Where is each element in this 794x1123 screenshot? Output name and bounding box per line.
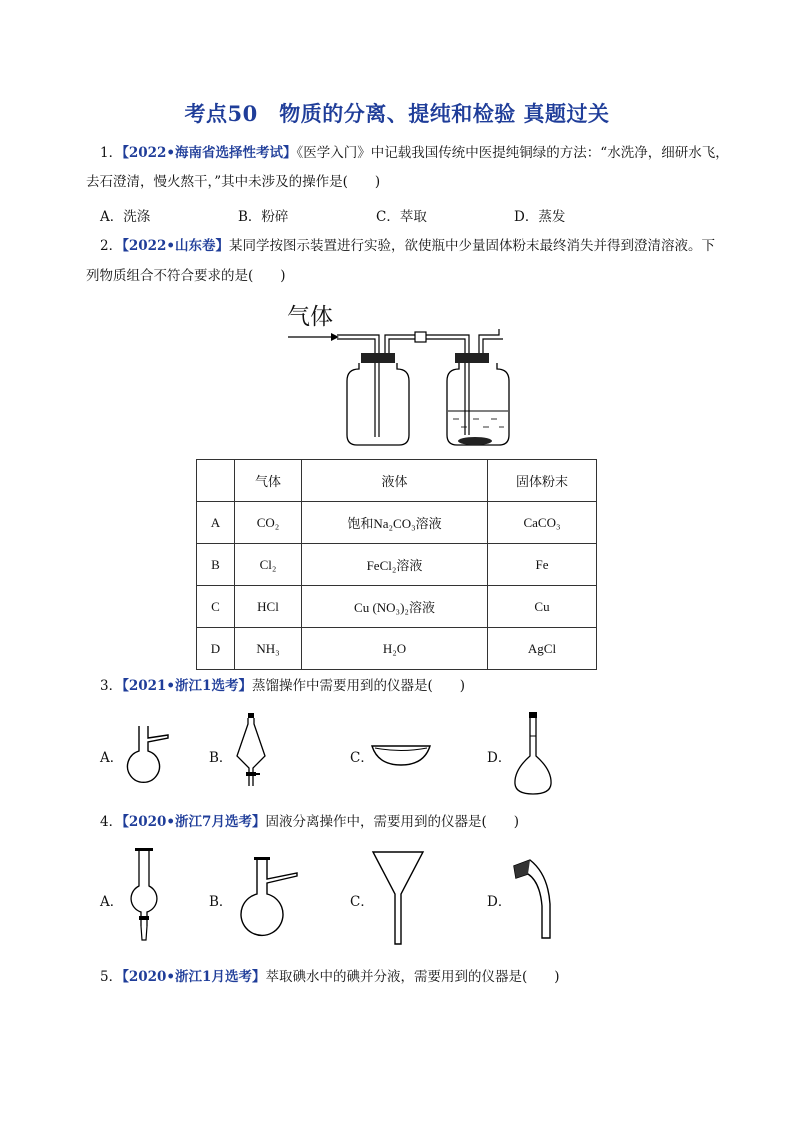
question-1-options (100, 205, 652, 225)
q3-label-a: A． (100, 750, 124, 766)
question-1-source: 【2022•海南省选择性考试】 (122, 145, 297, 161)
table-header-cell: 液体 (302, 460, 488, 502)
gas-label: 气体 (287, 304, 333, 330)
evaporating-dish-icon (370, 742, 432, 768)
q4-label-b: B． (209, 894, 233, 910)
distillation-flask-icon (237, 856, 301, 938)
distillation-flask-icon (122, 722, 172, 786)
question-1-text-2: 去石澄清，慢火熬干，”其中未涉及的操作是( ) (86, 174, 381, 190)
table-row (197, 586, 597, 628)
q4-label-a: A． (100, 894, 124, 910)
question-5-source: 【2020•浙江1月选考】 (122, 969, 266, 985)
q2-data-table (196, 459, 597, 670)
table-cell: Cu (488, 586, 597, 628)
table-cell: C (197, 586, 235, 628)
question-3-text: 蒸馏操作中需要用到的仪器是( ) (251, 678, 465, 694)
table-cell: CO₂ (235, 502, 302, 544)
table-cell: AgCl (488, 628, 597, 670)
bulb-funnel-icon (122, 846, 166, 946)
question-5-line (100, 967, 560, 987)
question-2-line-1 (100, 236, 715, 256)
question-3-line (100, 676, 465, 696)
question-4-text: 固液分离操作中，需要用到的仪器是( ) (265, 814, 519, 830)
table-cell: 饱和Na₂CO₃溶液 (302, 502, 488, 544)
question-2-source: 【2022•山东卷】 (122, 238, 230, 254)
table-cell: NH₃ (235, 628, 302, 670)
question-1-option-a: A．洗涤 (100, 209, 151, 225)
separatory-funnel-icon (233, 712, 269, 794)
question-1-text-1: 《医学入门》中记载我国传统中医提纯铜绿的方法：“水洗净，细研水飞， (296, 145, 729, 161)
question-1-option-b: B．粉碎 (238, 209, 289, 225)
question-1-option-c: C．萃取 (376, 209, 427, 225)
table-header-row (197, 460, 597, 502)
table-cell: B (197, 544, 235, 586)
q4-label-d: D． (487, 894, 512, 910)
table-header-cell (197, 460, 235, 502)
question-5-number: 5． (100, 969, 123, 985)
question-2-number: 2． (100, 238, 123, 254)
table-cell: HCl (235, 586, 302, 628)
table-row (197, 628, 597, 670)
table-cell: Cl₂ (235, 544, 302, 586)
table-cell: Cu (NO₃)₂溶液 (302, 586, 488, 628)
question-4-line (100, 812, 519, 832)
table-header-cell: 气体 (235, 460, 302, 502)
question-5-text: 萃取碘水中的碘并分液，需要用到的仪器是( ) (265, 969, 560, 985)
question-1-line-1 (100, 143, 729, 163)
page-title: 考点50 物质的分离、提纯和检验 真题过关 (184, 101, 610, 126)
filter-funnel-icon (370, 850, 426, 948)
q3-label-c: C． (350, 750, 374, 766)
question-4-source: 【2020•浙江7月选考】 (122, 814, 266, 830)
table-cell: Fe (488, 544, 597, 586)
question-2-text-2: 列物质组合不符合要求的是( ) (86, 268, 286, 284)
volumetric-flask-icon (510, 710, 556, 798)
question-1-option-d: D．蒸发 (514, 209, 566, 225)
table-cell: CaCO₃ (488, 502, 597, 544)
table-cell: FeCl₂溶液 (302, 544, 488, 586)
table-row (197, 544, 597, 586)
gas-bottles-apparatus (285, 325, 525, 455)
table-cell: A (197, 502, 235, 544)
table-cell: D (197, 628, 235, 670)
table-cell: H₂O (302, 628, 488, 670)
table-row (197, 502, 597, 544)
question-1-number: 1． (100, 145, 123, 161)
question-4-number: 4． (100, 814, 123, 830)
question-3-number: 3． (100, 678, 123, 694)
question-3-source: 【2021•浙江1选考】 (122, 678, 252, 694)
q3-label-d: D． (487, 750, 512, 766)
table-header-cell: 固体粉末 (488, 460, 597, 502)
question-2-text-1: 某同学按图示装置进行实验，欲使瓶中少量固体粉末最终消失并得到澄清溶液。下 (229, 238, 716, 254)
bent-tube-icon (508, 858, 558, 942)
q4-label-c: C． (350, 894, 374, 910)
q3-label-b: B． (209, 750, 233, 766)
